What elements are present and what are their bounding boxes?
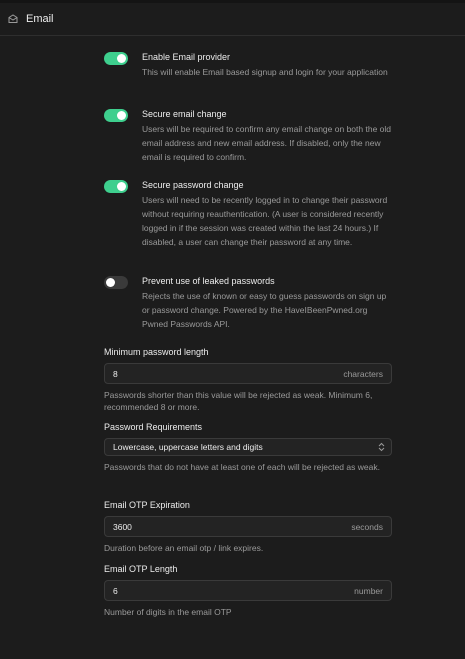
toggle-row-secure-password-change [104, 179, 394, 249]
toggle-description: Rejects the use of known or easy to guess passwords on sign up or password change. Powered by the HaveIBeenPwned.org Pwned Passwords API. [142, 291, 387, 329]
field-help: Passwords shorter than this value will be rejected as weak. Minimum 6, recommended 8 or more. [104, 390, 373, 412]
toggle-knob [117, 182, 126, 191]
input-suffix: seconds [351, 521, 383, 532]
select-value: Lowercase, uppercase letters and digits [113, 442, 263, 452]
enable-email-toggle[interactable] [104, 52, 128, 65]
otp-length-input[interactable] [104, 580, 392, 601]
toggle-row-leaked-passwords [104, 275, 394, 331]
field-help: Duration before an email otp / link expires. [104, 543, 264, 553]
field-help: Number of digits in the email OTP [104, 607, 232, 617]
min-password-length-field [104, 346, 394, 413]
otp-length-field [104, 563, 394, 618]
password-requirements-select[interactable] [104, 438, 392, 456]
toggle-title: Prevent use of leaked passwords [142, 276, 275, 286]
chevron-up-down-icon [378, 442, 385, 452]
toggle-row-secure-email-change [104, 108, 394, 164]
toggle-knob [117, 111, 126, 120]
otp-expiration-field [104, 499, 394, 554]
toggle-description: This will enable Email based signup and login for your application [142, 67, 388, 77]
password-requirements-field [104, 421, 394, 473]
input-value: 8 [113, 368, 118, 379]
field-label: Minimum password length [104, 347, 209, 357]
input-value: 3600 [113, 521, 132, 532]
secure-password-change-toggle[interactable] [104, 180, 128, 193]
toggle-title: Secure password change [142, 180, 244, 190]
toggle-knob [117, 54, 126, 63]
panel-title: Email [26, 13, 54, 25]
secure-email-change-toggle[interactable] [104, 109, 128, 122]
leaked-passwords-toggle[interactable] [104, 276, 128, 289]
mail-icon [8, 14, 18, 24]
toggle-title: Secure email change [142, 109, 227, 119]
field-label: Email OTP Length [104, 564, 178, 574]
min-password-length-input[interactable] [104, 363, 392, 384]
toggle-description: Users will be required to confirm any email change on both the old email address and new email address. If disabled, only the new email is required to confirm. [142, 124, 391, 162]
input-value: 6 [113, 585, 118, 596]
panel-header [0, 3, 465, 36]
toggle-title: Enable Email provider [142, 52, 231, 62]
toggle-description: Users will need to be recently logged in to change their password without requiring reauthentication. (A user is considered recently logged in if the session was created within the last 24 hours.) If disabled, a user can change their password at any time. [142, 195, 388, 247]
toggle-knob [106, 278, 115, 287]
field-help: Passwords that do not have at least one of each will be rejected as weak. [104, 462, 380, 472]
toggle-row-enable-email [104, 51, 394, 79]
otp-expiration-input[interactable] [104, 516, 392, 537]
input-suffix: characters [343, 368, 383, 379]
input-suffix: number [354, 585, 383, 596]
field-label: Email OTP Expiration [104, 500, 190, 510]
field-label: Password Requirements [104, 422, 203, 432]
